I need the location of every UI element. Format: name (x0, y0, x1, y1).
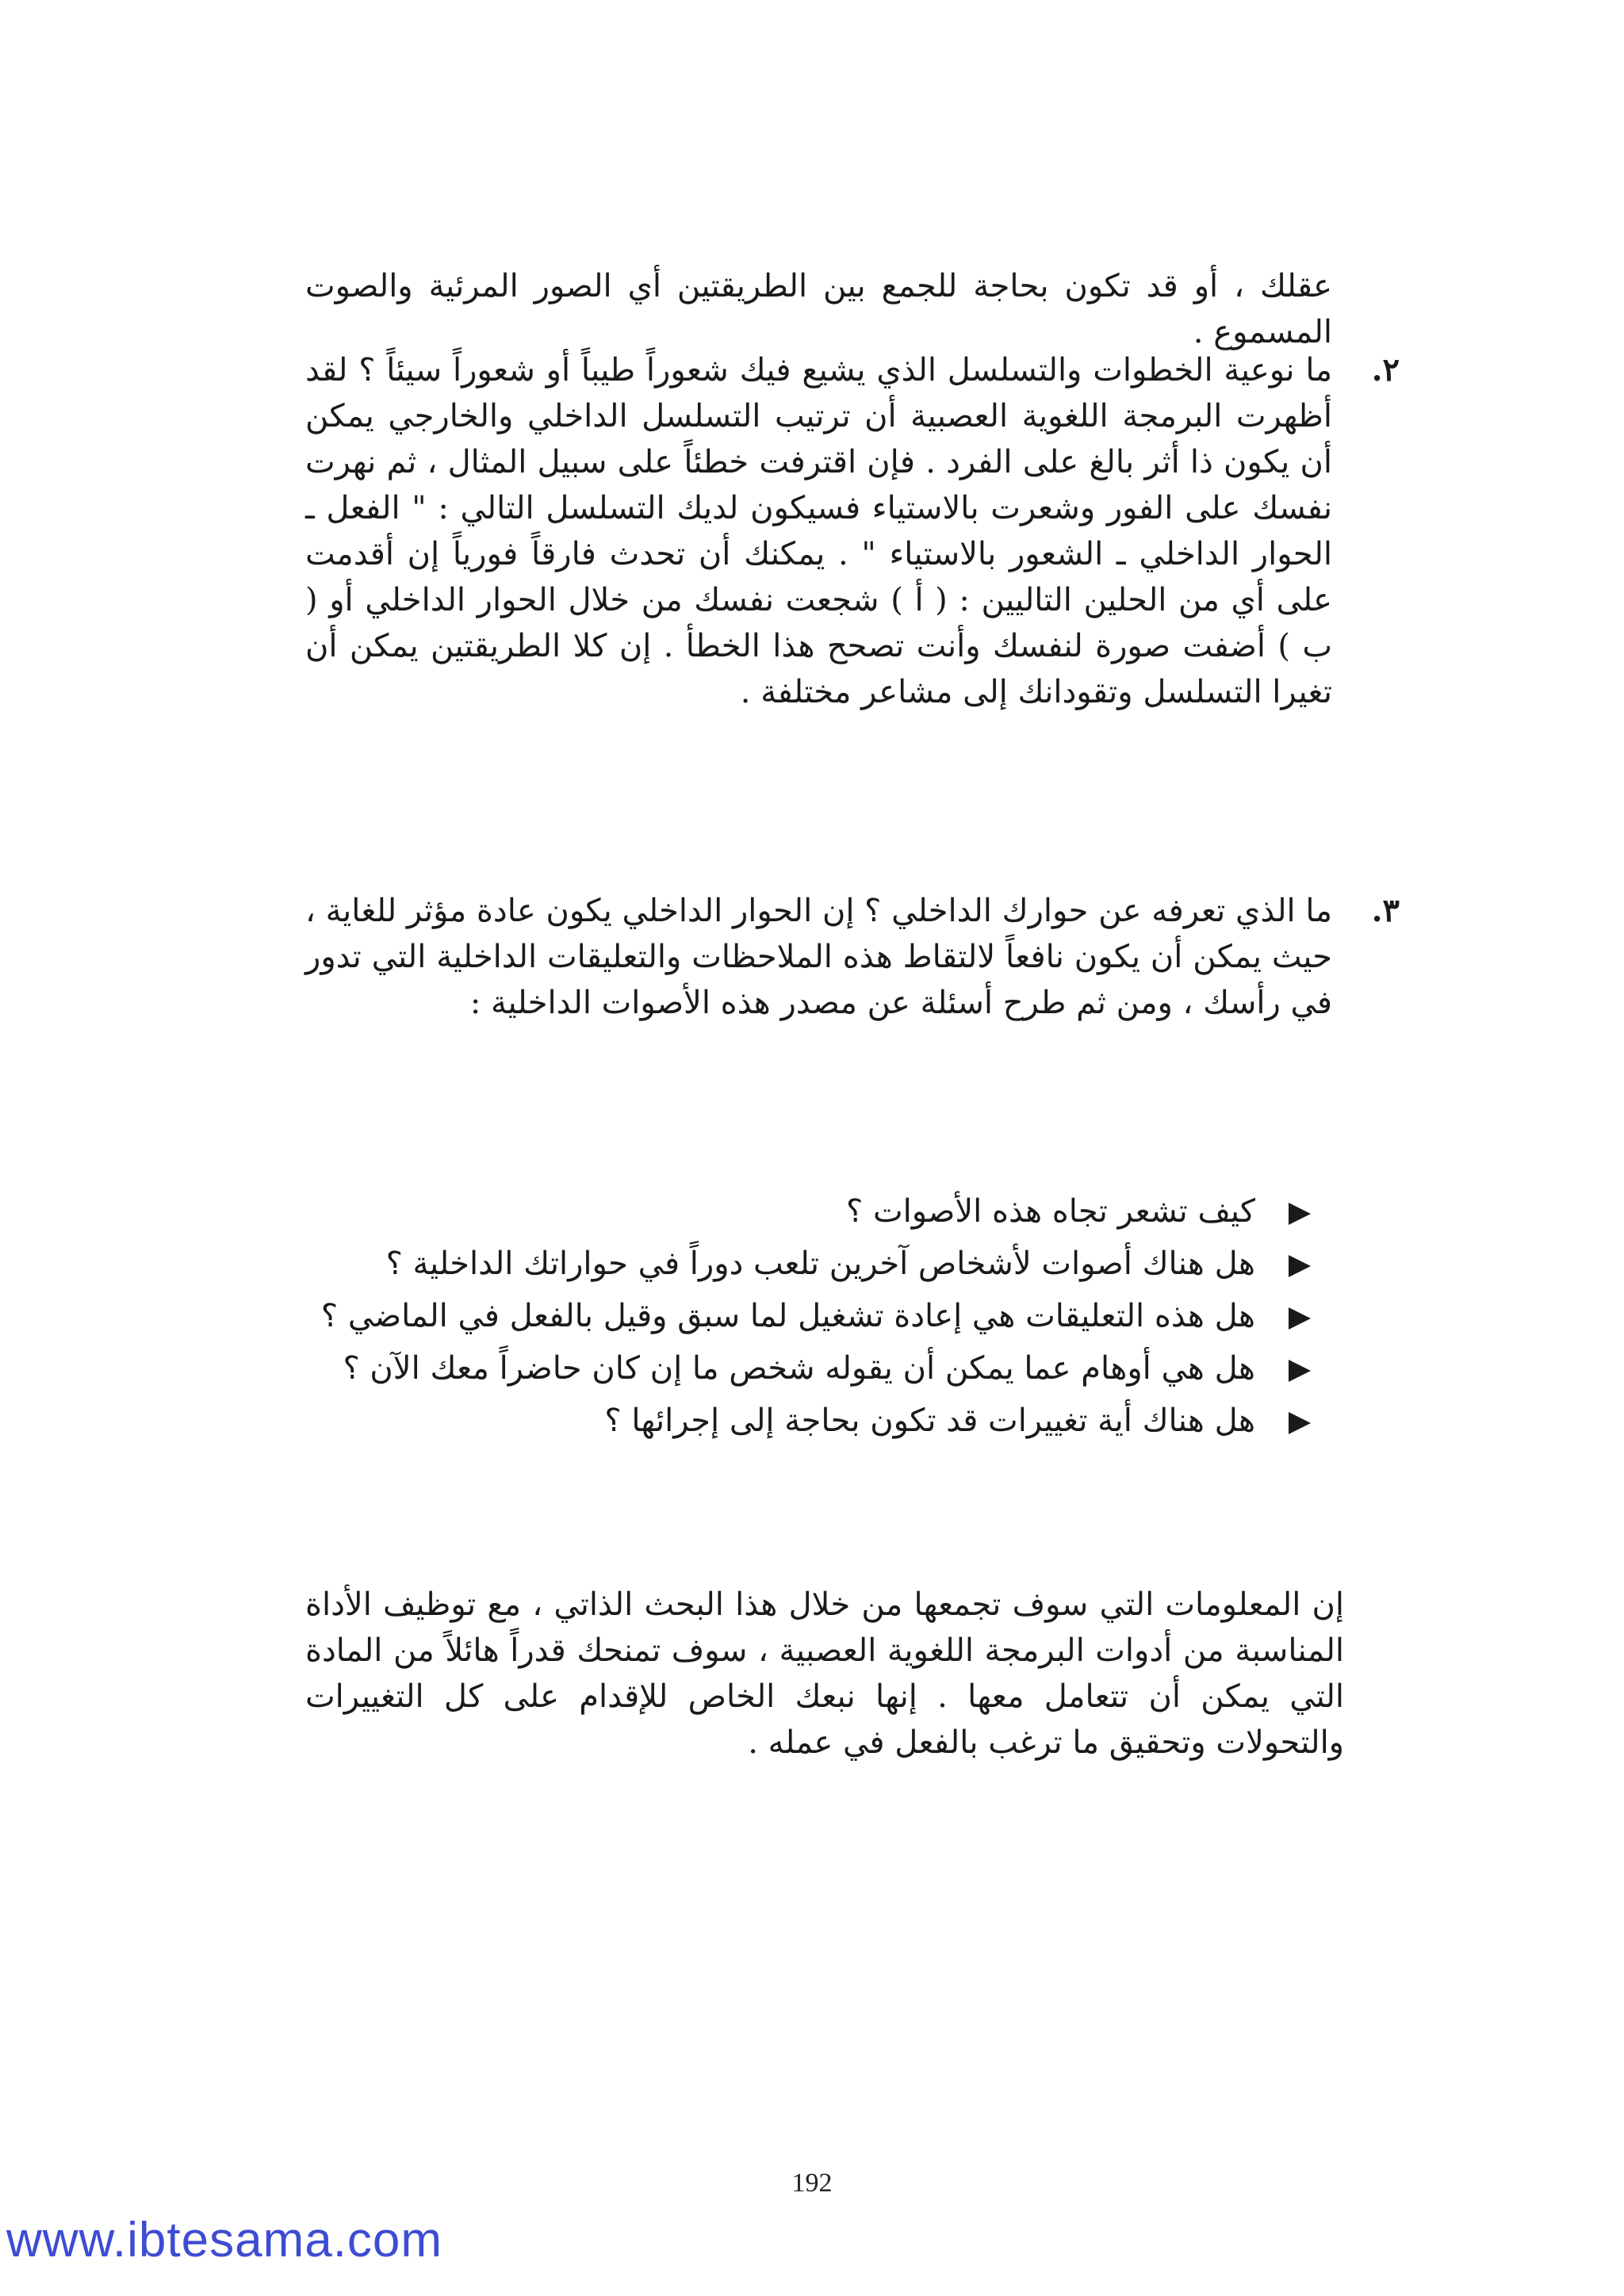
question-list (280, 1185, 1311, 1447)
watermark-link[interactable]: www.ibtesama.com (6, 2213, 443, 2267)
list-item (280, 1342, 1311, 1395)
bullet-arrow-icon (1289, 1203, 1311, 1225)
numbered-item-2 (305, 347, 1400, 715)
intro-paragraph: عقلك ، أو قد تكون بحاجة للجمع بين الطريقتين أي الصور المرئية والصوت المسموع . (305, 268, 1332, 350)
closing-paragraph: إن المعلومات التي سوف تجمعها من خلال هذا البحث الذاتي ، مع توظيف الأداة المناسبة من أدوات البرمجة اللغوية العصبية ، سوف تمنحك قدراً هائلاً من المادة التي يمكن أن تتعامل معها . إنها نبعك الخاص للإقدام على كل التغييرات والتحولات وتحقيق ما ترغب بالفعل في عمله . (305, 1586, 1344, 1761)
bullet-arrow-icon (1289, 1412, 1311, 1434)
bullet-text: هل هناك أصوات لأشخاص آخرين تلعب دوراً في حواراتك الداخلية ؟ (385, 1246, 1255, 1282)
list-item (280, 1290, 1311, 1342)
bullet-arrow-icon (1289, 1360, 1311, 1382)
list-item (280, 1395, 1311, 1447)
bullet-text: هل هي أوهام عما يمكن أن يقوله شخص ما إن كان حاضراً معك الآن ؟ (343, 1350, 1255, 1387)
item-number: ٣. (1371, 892, 1400, 929)
bullet-text: هل هذه التعليقات هي إعادة تشغيل لما سبق وقيل بالفعل في الماضي ؟ (320, 1298, 1255, 1334)
bullet-text: كيف تشعر تجاه هذه الأصوات ؟ (846, 1193, 1255, 1230)
list-item (280, 1238, 1311, 1290)
list-item (280, 1185, 1311, 1238)
bullet-text: هل هناك أية تغييرات قد تكون بحاجة إلى إجرائها ؟ (604, 1402, 1255, 1439)
item-text: ما الذي تعرفه عن حوارك الداخلي ؟ إن الحوار الداخلي يكون عادة مؤثر للغاية ، حيث يمكن أن يكون نافعاً لالتقاط هذه الملاحظات والتعليقات الداخلية التي تدور في رأسك ، ومن ثم طرح أسئلة عن مصدر هذه الأصوات الداخلية : (305, 893, 1333, 1021)
numbered-item-3 (305, 888, 1400, 1026)
item-text: ما نوعية الخطوات والتسلسل الذي يشيع فيك شعوراً طيباً أو شعوراً سيئاً ؟ لقد أظهرت البرمجة اللغوية العصبية أن ترتيب التسلسل الداخلي والخارجي يمكن أن يكون ذا أثر بالغ على الفرد . فإن اقترفت خطئاً على سبيل المثال ، ثم نهرت نفسك على الفور وشعرت بالاستياء فسيكون لديك التسلسل التالي : " الفعل ـ الحوار الداخلي ـ الشعور بالاستياء " . يمكنك أن تحدث فارقاً فورياً إن أقدمت على أي من الحلين التاليين : ( أ ) شجعت نفسك من خلال الحوار الداخلي أو ( ب ) أضفت صورة لنفسك وأنت تصحح هذا الخطأ . إن كلا الطريقتين يمكن أن تغيرا التسلسل وتقودانك إلى مشاعر مختلفة . (305, 352, 1332, 710)
page-number: 192 (791, 2168, 833, 2198)
bullet-arrow-icon (1289, 1255, 1311, 1277)
item-number: ٢. (1371, 351, 1400, 388)
bullet-arrow-icon (1289, 1307, 1311, 1330)
